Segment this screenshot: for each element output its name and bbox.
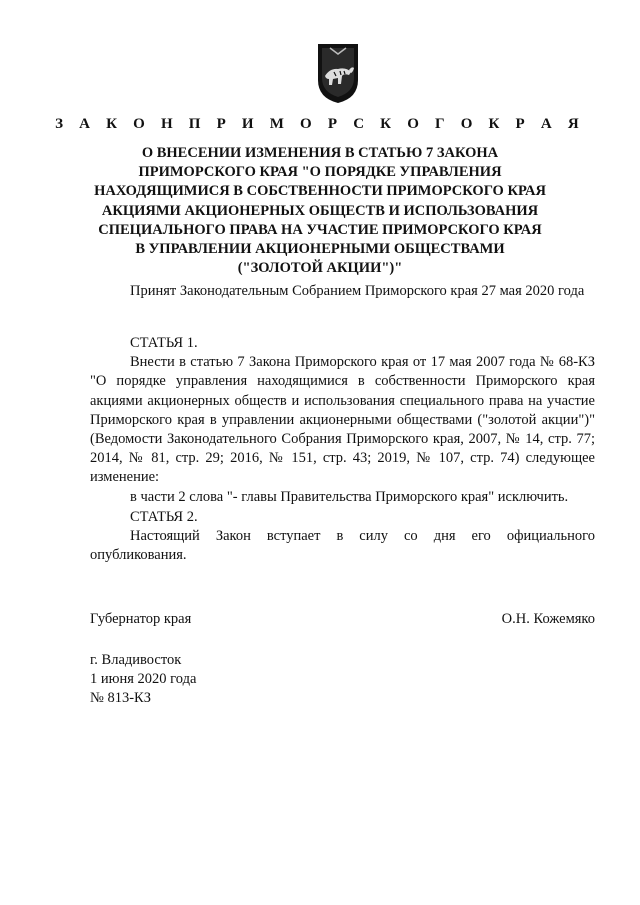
signing-date: 1 июня 2020 года — [90, 671, 197, 688]
article-2-text: Настоящий Закон вступает в силу со дня его официального опубликования. — [90, 528, 595, 564]
heading-line: О ВНЕСЕНИИ ИЗМЕНЕНИЯ В СТАТЬЮ 7 ЗАКОНА — [141, 145, 499, 161]
adoption-note: Принят Законодательным Собранием Приморского края 27 мая 2020 года — [130, 283, 585, 299]
signing-details — [90, 651, 196, 709]
signatory-position: Губернатор края — [90, 611, 192, 627]
article-2 — [90, 508, 595, 566]
article-1-change: в части 2 слова "- главы Правительства Приморского края" исключить. — [130, 488, 569, 505]
signing-city: г. Владивосток — [90, 652, 182, 668]
article-2-title: СТАТЬЯ 2. — [130, 509, 198, 525]
heading-line: ПРИМОРСКОГО КРАЯ "О ПОРЯДКЕ УПРАВЛЕНИЯ — [138, 164, 502, 181]
signatory-name: О.Н. Кожемяко — [501, 611, 595, 627]
coat-of-arms-icon — [316, 42, 360, 104]
law-number: № 813-КЗ — [90, 690, 151, 707]
heading-line: ("ЗОЛОТОЙ АКЦИИ")" — [237, 260, 403, 277]
heading-line: В УПРАВЛЕНИИ АКЦИОНЕРНЫМИ ОБЩЕСТВАМИ — [135, 241, 505, 258]
law-heading — [90, 144, 550, 278]
heading-line: СПЕЦИАЛЬНОГО ПРАВА НА УЧАСТИЕ ПРИМОРСКОГО КРАЯ — [98, 221, 542, 238]
law-title: З А К О Н П Р И М О Р С К О Г О К Р А Я — [55, 116, 585, 132]
article-1-text: Внести в статью 7 Закона Приморского края от 17 мая 2007 года № 68-КЗ "О порядке управления находящимися в собственности Приморского края акциями акционерных обществ и использования специального права на участие Приморского края в управлении акционерными обществами ("золотой акции")" (Ведомости Законодательного Собрания Приморского края, 2007, № 14, стр. 77; 2014, № 81, стр. 29; 2016, № 151, стр. 43; 2019, № 107, стр. 74) следующее изменение: — [90, 354, 595, 486]
heading-line: НАХОДЯЩИМИСЯ В СОБСТВЕННОСТИ ПРИМОРСКОГО КРАЯ — [94, 183, 546, 200]
heading-line: АКЦИЯМИ АКЦИОНЕРНЫХ ОБЩЕСТВ И ИСПОЛЬЗОВАНИЯ — [101, 202, 539, 219]
article-1 — [90, 334, 595, 507]
article-1-title: СТАТЬЯ 1. — [130, 335, 198, 351]
